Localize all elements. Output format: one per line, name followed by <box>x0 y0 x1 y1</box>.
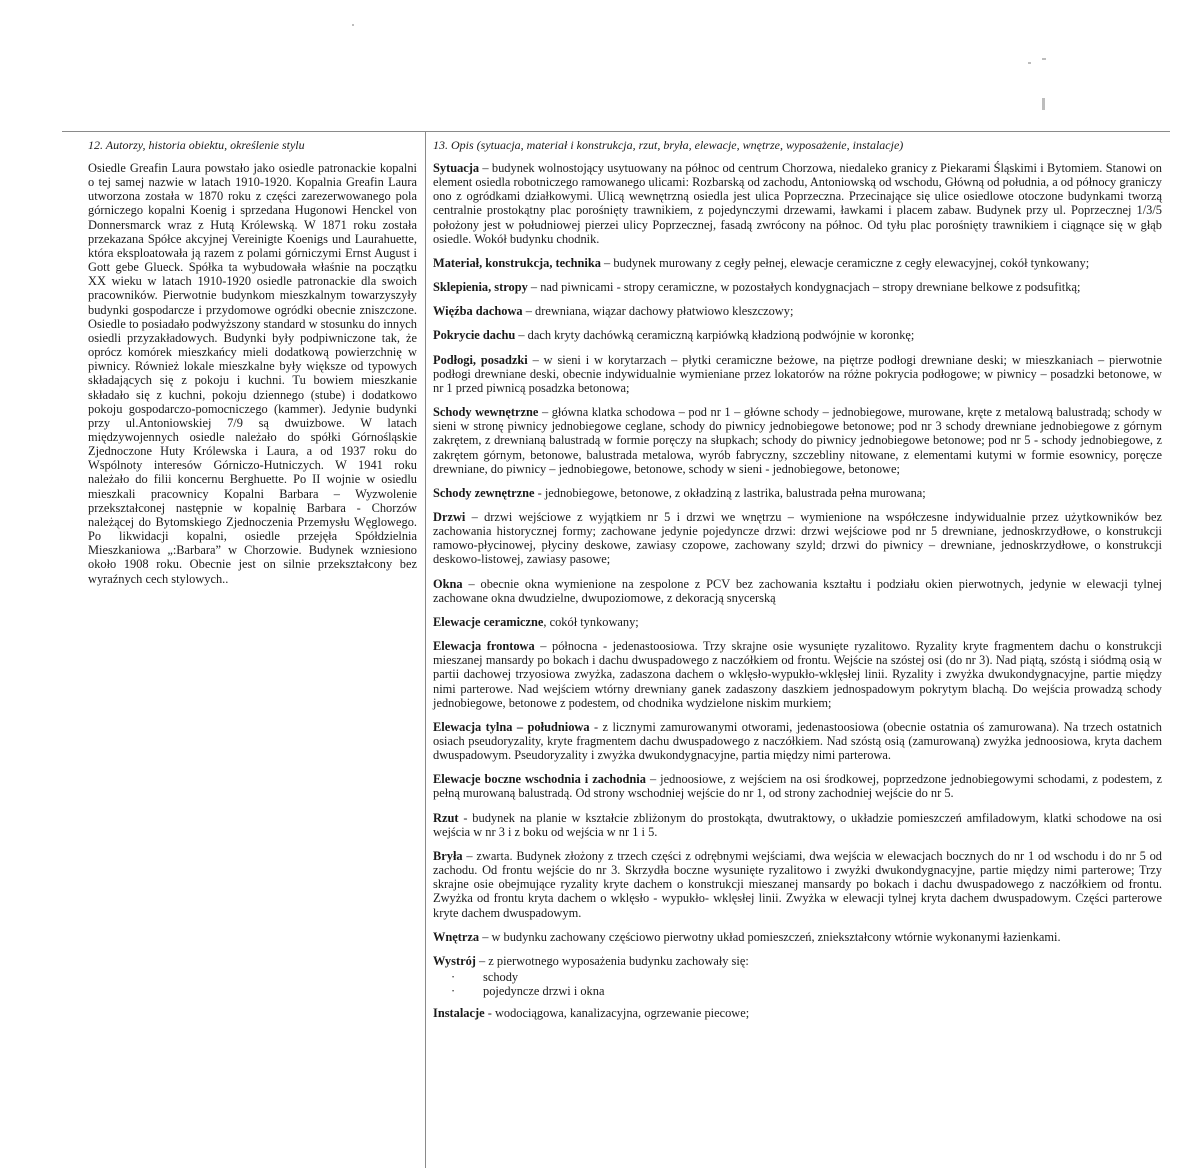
section-text: – z pierwotnego wyposażenia budynku zachowały się: <box>475 953 749 968</box>
section-elewacje-boczne <box>433 772 1162 800</box>
section-label: Materiał, konstrukcja, technika <box>433 255 601 270</box>
description-column <box>426 132 1170 1168</box>
section-label: Bryła <box>433 848 463 863</box>
section-label: Elewacje boczne wschodnia i zachodnia <box>433 772 646 787</box>
section-text: , cokół tynkowany; <box>543 614 639 629</box>
section-instalacje <box>433 1006 1162 1020</box>
section-wystroj <box>433 954 1162 968</box>
section-rzut <box>433 811 1162 839</box>
history-column <box>62 132 426 1168</box>
section-elewacja-tylna <box>433 720 1162 762</box>
section-label: Podłogi, posadzki <box>433 352 528 367</box>
section-label: Schody zewnętrzne <box>433 485 535 500</box>
section-text: – drzwi wejściowe z wyjątkiem nr 5 i drzwi we wnętrzu – wymienione na współczesne indywidualnie przez użytkowników bez zachowania historycznej formy; zachowane jedynie pojedyncze drzwi: drzwi wejściowe pod nr 5 drewniane, jednoskrzydłowe, o konstrukcji ramowo-płycinowej, płyciny deskowe, zawiasy czopowe, zachowany szyld; drzwi do piwnicy – drewniane, jednoskrzydłowe, o konstrukcji deskowo-listowej, zawiasy pasowe; <box>433 509 1162 567</box>
section-pokrycie <box>433 328 1162 342</box>
scan-speck <box>1042 98 1045 110</box>
section-text: – jednoosiowe, z wejściem na osi środkowej, poprzedzone jednobiegowymi schodami, z podestem, z pełną murowaną balustradą. Od strony wschodniej wejście do nr 1, od strony zachodniej wejście do nr 5. <box>433 772 1163 801</box>
section-label: Więźba dachowa <box>433 304 523 319</box>
section-drzwi <box>433 510 1162 567</box>
section-schody-wewnetrzne <box>433 405 1162 476</box>
list-item <box>451 984 1162 998</box>
section-wiezba <box>433 304 1162 318</box>
section-label: Elewacja tylna – południowa <box>433 719 590 734</box>
section-label: Okna <box>433 576 463 591</box>
section-elewacje-ceramiczne <box>433 615 1162 629</box>
section-text: - jednobiegowe, betonowe, z okładziną z lastrika, balustrada pełna murowana; <box>534 485 926 500</box>
bullet-icon: · <box>451 970 456 985</box>
list-item <box>451 970 1162 984</box>
wystroj-list <box>433 970 1162 998</box>
section-okna <box>433 577 1162 605</box>
section-label: Schody wewnętrzne <box>433 405 539 420</box>
scan-speck <box>352 24 354 26</box>
section-text: - wodociągowa, kanalizacyjna, ogrzewanie piecowe; <box>484 1006 750 1021</box>
section-podlogi <box>433 353 1162 395</box>
section-label: Rzut <box>433 810 459 825</box>
section-text: – budynek murowany z cegły pełnej, elewacje ceramiczne z cegły elewacyjnej, cokół tynkowany; <box>600 255 1090 270</box>
section-bryla <box>433 849 1162 920</box>
section-label: Instalacje <box>433 1006 485 1021</box>
section-material <box>433 256 1162 270</box>
bullet-icon: · <box>451 984 456 999</box>
description-heading: 13. Opis (sytuacja, materiał i konstrukcja, rzut, bryła, elewacje, wnętrze, wyposażenie, instalacje) <box>433 138 904 152</box>
list-item-text: schody <box>483 970 519 985</box>
section-text: – północna - jedenastoosiowa. Trzy skrajne osie wysunięte ryzalitowo. Ryzality kryte fragmentem dachu o konstrukcji mieszanej mansardy po bokach i dachu dwuspadowego z naczółkiem od frontu. Wejście na szóstej osi (do nr 3). Nad piątą, szóstą i siódmą osią w partii dachowej trzyosiowa zwyżka, zadaszona dachem o wklęsło-wypukło-wklęsłej linii. Ryzality i zwyżka dwukondygnacyjne, partie między nimi parterowe. Nad wejściem wtórny drewniany ganek zadaszony daszkiem jednospadowym pokrytym blachą. Do wejścia prowadzą schody jednobiegowe, betonowe z podestem, od chodnika wydzielone niskim murkiem; <box>433 639 1162 710</box>
section-label: Drzwi <box>433 509 466 524</box>
section-wnetrza <box>433 930 1162 944</box>
section-text: – w budynku zachowany częściowo pierwotny układ pomieszczeń, zniekształcony wtórnie wykonanymi łazienkami. <box>479 929 1061 944</box>
section-text: – budynek wolnostojący usytuowany na północ od centrum Chorzowa, niedaleko granicy z Piekarami Śląskimi i Bytomiem. Stanowi on element osiedla robotniczego ramowanego ulicami: Rozbarską od zachodu, Antoniowską od wschodu, Główną od południa, a od północy graniczy ono z ogródkami działkowymi. Ulicą wewnętrzną osiedla jest ulica Poprzeczna. Przecinające się ulice osiedlowe otoczone budynkami tworzą centralnie prostokątny plac porośnięty trawnikiem, z pojedynczymi drzewami, ławkami i placem zabaw. Budynek przy ul. Poprzecznej 1/3/5 położony jest w południowej pierzei ulicy Poprzecznej, fasadą zwrócony na północ. Od tyłu plac porośnięty trawnikiem i ciągnące się w głąb osiedle. Wokół budynku chodnik. <box>433 161 1162 246</box>
section-text: - budynek na planie w kształcie zbliżonym do prostokąta, dwutraktowy, o układzie pomieszczeń amfiladowym, klatki schodowe na osi wejścia w nr 3 i z boku od wejścia w nr 1 i 5. <box>433 810 1162 839</box>
section-text: – dach kryty dachówką ceramiczną karpiówką kładzioną podwójnie w koronkę; <box>515 328 915 343</box>
section-label: Wystrój <box>433 953 476 968</box>
section-text: – główna klatka schodowa – pod nr 1 – główne schody – jednobiegowe, murowane, kręte z metalową balustradą; schody w sieni w stronę piwnicy jednobiegowe ceglane, schody do piwnicy jednobiegowe betonowe; pod nr 3 schody drewniane jednobiegowe z górnym zakrętem, z drewnianą balustradą w formie poręczy na słupkach; schody do piwnicy jednobiegowe betonowe; pod nr 5 - schody jednobiegowe, z zakrętem górnym, betonowe, balustrada metalowa, wyrób fabryczny, szczebliny nitowane, z elementami kutymi w formie esownicy, poręcze drewniane, do piwnicy – jednobiegowe, betonowe, schody w sieni - jednobiegowe, betonowe; <box>433 405 1162 476</box>
section-text: – obecnie okna wymienione na zespolone z PCV bez zachowania kształtu i podziału okien pierwotnych, jedynie w elewacji tylnej zachowane okna dwudzielne, dwupoziomowe, z dekoracją snycerską <box>433 576 1162 605</box>
section-text: – nad piwnicami - stropy ceramiczne, w pozostałych kondygnacjach – stropy drewniane belkowe z podsufitką; <box>527 280 1081 295</box>
section-text: – w sieni i w korytarzach – płytki ceramiczne beżowe, na piętrze podłogi drewniane deski; w mieszkaniach – pierwotnie podłogi drewniane deski, obecnie indywidualnie wymieniane przez lokatorów na różne pokrycia podłogowe; w piwnicy – posadzki betonowe, w nr 1 przed piwnicą posadzka betonowa; <box>433 352 1162 395</box>
form-table <box>62 131 1170 1168</box>
scan-speck <box>1028 62 1031 64</box>
section-label: Pokrycie dachu <box>433 328 516 343</box>
history-heading: 12. Autorzy, historia obiektu, określenie stylu <box>88 138 305 152</box>
section-label: Sytuacja <box>433 161 480 175</box>
section-label: Sklepienia, stropy <box>433 280 528 295</box>
section-schody-zewnetrzne <box>433 486 1162 500</box>
section-sytuacja <box>433 161 1162 246</box>
section-text: - z licznymi zamurowanymi otworami, jedenastoosiowa (obecnie ostatnia oś zamurowana). Na trzech ostatnich osiach pseudoryzality, kryte fragmentem dachu dwuspadowego z naczółkiem. Nad szóstą osią (zamurowaną) zwyżka jednoosiowa, kryta dachem dwuspadowym. Pseudoryzality i zwyżka dwukondygnacyjne, partia między nimi parterowa. <box>433 719 1162 763</box>
scan-speck <box>1042 58 1046 60</box>
section-label: Elewacja frontowa <box>433 639 535 654</box>
history-text: Osiedle Greafin Laura powstało jako osiedle patronackie kopalni o tej samej nazwie w latach 1910-1920. Kopalnia Greafin Laura utworzona została w 1870 roku z części zarezerwowanego pola górniczego kopalni Koenig i sprzedana Hugonowi Henckel von Donnersmarck wraz z Hutą Królewską. W 1871 roku została przekazana Spółce akcyjnej Vereinigte Koenigs und Laurahuette, która eksploatowała ją razem z polami górniczymi Ernst August i Gott gebe Glueck. Spółka ta wybudowała właśnie na początku XX wieku w latach 1910-1920 osiedle patronackie dla swoich pracowników. Pierwotnie budynkom mieszkalnym towarzyszyły budynki gospodarcze i przydomowe ogródki obecnie zniszczone. Osiedle to posiadało podwyższony standard w stosunku do innych osiedli przyzakładowych. Budynki były podpiwniczone tak, że oprócz komórek mieszkańcy mieli dodatkową powierzchnię w piwnicy. Również lokale mieszkalne były większe od typowych składających się z pokoju i kuchni. Tu bowiem mieszkanie składało się z kuchni, pokoju dziennego (stube) i dodatkowo pokoju gospodarczo-pomocniczego (kammer). Jedynie budynki przy ul.Antoniowskiej 7/9 są dwuizbowe. W latach międzywojennych osiedle należało do spółki Górnośląskie Zjednoczone Huty Królewska i Laura, a od 1937 roku do Wspólnoty interesów Górniczo-Hutniczych. W 1941 roku należało do filii koncernu Berghuette. Po II wojnie w osiedlu mieszkali pracownicy Kopalni Barbara – Wyzwolenie przekształconej następnie w kopalnię Barbara - Chorzów należącej do Bytomskiego Zjednoczenia Przemysłu Węglowego. Po likwidacji kopalni, osiedle przejęła Spółdzielnia Mieszkaniowa „:Barbara” w Chorzowie. Budynek wzniesiono około 1908 roku. Obecnie jest on silnie przekształcony bez wyraźnych cech stylowych.. <box>88 161 417 586</box>
section-text: – drewniana, wiązar dachowy płatwiowo kleszczowy; <box>522 304 794 319</box>
section-text: – zwarta. Budynek złożony z trzech części z odrębnymi wejściami, dwa wejścia w elewacjach bocznych do nr 1 od wschodu i do nr 5 od zachodu. Od frontu wejście do nr 3. Skrzydła boczne wysunięte ryzalitowo i zwyżki dwukondygnacyjne, partie między nimi parterowe; Trzy skrajne osie obejmujące ryzality kryte dachem o konstrukcji mieszanej mansardy po bokach i dachu dwuspadowego z naczółkiem od frontu. Zwyżka od frontu kryta dachem o wklęsło - wypukło- wklęsłej linii. Zwyżka w elewacji tylnej kryta dachem dwuspadowym. Części parterowe kryte dachem dwuspadowym. <box>433 848 1162 920</box>
section-sklepienia <box>433 280 1162 294</box>
section-label: Wnętrza <box>433 929 480 944</box>
section-elewacja-frontowa <box>433 639 1162 710</box>
list-item-text: pojedyncze drzwi i okna <box>483 984 605 999</box>
section-label: Elewacje ceramiczne <box>433 614 544 629</box>
